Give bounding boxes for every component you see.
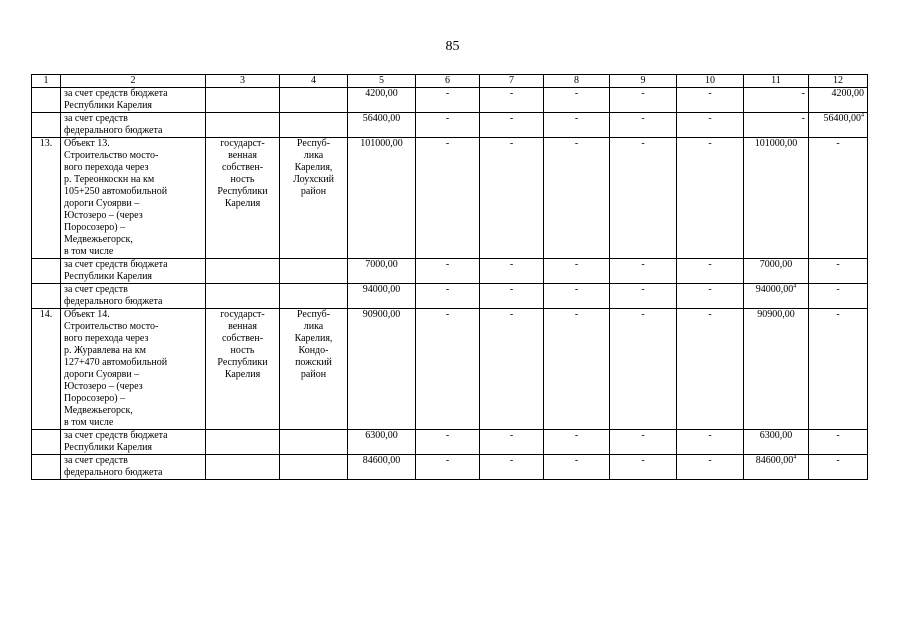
amount: 4200,00 [809,88,868,113]
dash-cell: - [480,430,544,455]
column-number-row [32,75,868,88]
dash-cell: - [677,455,744,480]
funding-source: за счет средств бюджета Республики Карелия [61,88,206,113]
dash-cell: - [416,138,480,259]
col-header: 11 [744,75,809,88]
dash-cell: - [416,259,480,284]
amount: 4200,00 [348,88,416,113]
dash-cell: - [610,430,677,455]
dash-cell: - [610,284,677,309]
dash-cell: - [480,284,544,309]
dash-cell: - [544,284,610,309]
footnote-mark: 4 [793,283,797,290]
dash-cell: - [677,284,744,309]
dash-cell: - [809,309,868,430]
dash-cell: - [809,430,868,455]
object-description: Объект 14. Строительство мосто- вого перехода через р. Журавлева на км 127+470 автомобильной дороги Суоярви – Юстозеро – (через Поросозеро) – Медвежьегорск, в том числе [61,309,206,430]
dash-cell: - [416,430,480,455]
dash-cell: - [416,113,480,138]
col-header: 4 [280,75,348,88]
dash-cell: - [677,430,744,455]
dash-cell: - [677,309,744,430]
amount: 84600,00 [348,455,416,480]
table-row [32,430,868,455]
funding-source: за счет средств федерального бюджета [61,113,206,138]
investment-table [31,74,868,480]
amount: 7000,00 [744,259,809,284]
funding-source: за счет средств федерального бюджета [61,455,206,480]
funding-source: за счет средств бюджета Республики Карелия [61,430,206,455]
dash-cell: - [544,430,610,455]
amount: - [744,113,809,138]
funding-source: за счет средств федерального бюджета [61,284,206,309]
col-header: 12 [809,75,868,88]
dash-cell: - [544,88,610,113]
table-row [32,259,868,284]
amount: 90900,00 [744,309,809,430]
dash-cell: - [677,138,744,259]
table-row [32,309,868,430]
amount: 94000,00 [348,284,416,309]
amount: 84600,00$^4$ [744,455,809,480]
dash-cell: - [610,88,677,113]
ownership: государст- венная собствен- ность Республики Карелия [206,138,280,259]
table-row [32,138,868,259]
amount: 90900,00 [348,309,416,430]
table-row [32,284,868,309]
location: Респуб- лика Карелия, Лоухский район [280,138,348,259]
amount: 94000,00$^4$ [744,284,809,309]
footnote-mark: 4 [793,454,797,461]
dash-cell: - [544,138,610,259]
col-header: 1 [32,75,61,88]
dash-cell: - [480,259,544,284]
amount: - [744,88,809,113]
ownership: государст- венная собствен- ность Республики Карелия [206,309,280,430]
col-header: 2 [61,75,206,88]
dash-cell: - [544,455,610,480]
dash-cell: - [809,138,868,259]
row-number: 13. [32,138,61,259]
object-description: Объект 13. Строительство мосто- вого перехода через р. Тереонкоскн на км 105+250 автомобильной дороги Суоярви – Юстозеро – (через Поросозеро) – Медвежьегорск, в том числе [61,138,206,259]
location: Респуб- лика Карелия, Кондо- пожский район [280,309,348,430]
dash-cell: - [544,259,610,284]
col-header: 8 [544,75,610,88]
dash-cell: - [610,455,677,480]
dash-cell: - [480,138,544,259]
dash-cell: - [416,88,480,113]
dash-cell: - [610,113,677,138]
table-row [32,455,868,480]
dash-cell: - [677,113,744,138]
col-header: 3 [206,75,280,88]
table-row [32,88,868,113]
dash-cell: - [677,88,744,113]
dash-cell: - [610,309,677,430]
dash-cell: - [480,455,544,480]
amount: 101000,00 [348,138,416,259]
table-row [32,113,868,138]
footnote-mark: 4 [861,112,864,119]
col-header: 9 [610,75,677,88]
col-header: 7 [480,75,544,88]
dash-cell: - [416,309,480,430]
dash-cell: - [809,455,868,480]
dash-cell: - [416,284,480,309]
funding-source: за счет средств бюджета Республики Карелия [61,259,206,284]
dash-cell: - [610,138,677,259]
amount: 6300,00 [348,430,416,455]
col-header: 10 [677,75,744,88]
col-header: 5 [348,75,416,88]
col-header: 6 [416,75,480,88]
amount: 6300,00 [744,430,809,455]
dash-cell: - [416,455,480,480]
amount: 101000,00 [744,138,809,259]
dash-cell: - [677,259,744,284]
dash-cell: - [809,284,868,309]
amount: 56400,00 [348,113,416,138]
dash-cell: - [480,113,544,138]
amount: 7000,00 [348,259,416,284]
dash-cell: - [544,309,610,430]
page-number: 85 [445,39,460,54]
amount: 56400,00$^4$ [809,113,868,138]
dash-cell: - [809,259,868,284]
row-number: 14. [32,309,61,430]
dash-cell: - [480,88,544,113]
dash-cell: - [544,113,610,138]
dash-cell: - [610,259,677,284]
dash-cell: - [480,309,544,430]
